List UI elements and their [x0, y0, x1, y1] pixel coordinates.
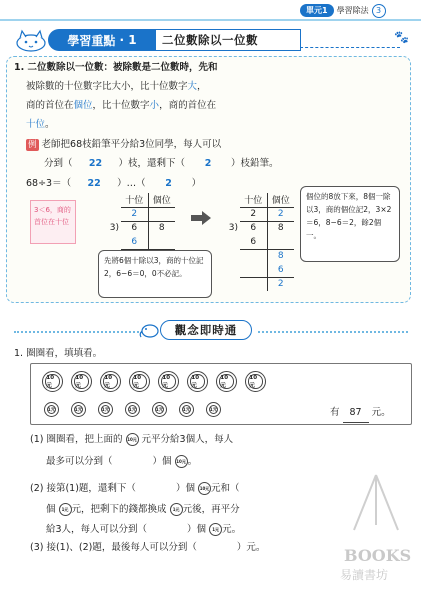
ten-coin-icon	[175, 455, 188, 468]
equation-line	[26, 174, 201, 193]
concept-dotted-right	[258, 331, 408, 333]
coin-face: 10元	[132, 374, 146, 388]
long-division-step-1	[94, 193, 175, 250]
coin-total	[330, 403, 391, 423]
one-dollar-coin-icon[interactable]	[98, 402, 113, 417]
key-point-number: 1	[128, 33, 137, 47]
example-text-2b: ）枝，還剩下（	[118, 158, 186, 169]
concept-dotted-left	[14, 331, 154, 333]
chapter-title: 學習除法	[336, 6, 369, 15]
sub1-text-1b: 元平分給3個人，每人	[141, 434, 234, 445]
ld1-blank3	[94, 235, 121, 249]
coin-label: 1元	[61, 507, 69, 512]
ten-dollar-coin-icon[interactable]	[216, 371, 237, 392]
sub1-text-2b: ）個	[152, 456, 172, 467]
ld1-dividend-ones: 8	[148, 221, 175, 235]
total-label: 有	[330, 407, 340, 418]
ld2-blank5	[213, 263, 240, 277]
equation-right: ）	[191, 178, 202, 189]
watermark-brand-en: BOOKS	[344, 546, 412, 565]
sub1-line-1	[30, 430, 233, 449]
coin-face: 1元	[182, 405, 192, 415]
unit-badge: 單元1	[300, 4, 334, 17]
cat-icon	[14, 28, 48, 52]
ten-dollar-coin-icon[interactable]	[158, 371, 179, 392]
ld1-dividend-tens: 6	[121, 221, 148, 235]
ld1-quotient-ones	[148, 207, 175, 221]
ld1-divisor-value: 3	[109, 223, 116, 233]
coin-face: 10元	[248, 374, 262, 388]
ld1-table	[94, 193, 175, 250]
ld2-row2-ones: 8	[277, 251, 284, 262]
ld1-divisor: 3)	[109, 223, 119, 233]
one-dollar-coins	[44, 402, 221, 417]
ld2-blank4	[213, 249, 240, 263]
sub2-text-3b: ）個	[187, 524, 207, 535]
pink-note: 3＜6，商的首位在十位	[30, 200, 76, 244]
intro-small: 小	[149, 100, 160, 111]
elephant-icon	[138, 322, 160, 338]
ld1-header-tens: 十位	[121, 193, 148, 207]
ld2-row3-tens	[240, 263, 267, 277]
coin-face: 10元	[45, 374, 59, 388]
ld2-divisor: 3)	[228, 223, 238, 233]
intro-line-3	[26, 96, 216, 115]
ld2-blank3	[213, 235, 240, 249]
sub2-text-2a: 個	[46, 504, 56, 515]
sub2-text-2c: 元後，再平分	[182, 504, 240, 515]
ld2-row2-tens	[240, 249, 267, 263]
sub2-text-3c: 元。	[222, 524, 242, 535]
intro-line-4	[26, 115, 55, 134]
header-rule	[0, 19, 421, 21]
coin-face: 1元	[209, 405, 219, 415]
one-dollar-coin-icon[interactable]	[206, 402, 221, 417]
example-text-2a: 分到（	[44, 158, 73, 169]
ld2-dividend-ones: 8	[267, 221, 294, 235]
ten-coin-icon	[126, 433, 139, 446]
sub1-line-2	[46, 452, 197, 471]
coin-label: 1元	[172, 507, 180, 512]
intro-line-2a: 被除數的十位數字比大小，比十位數字	[26, 81, 188, 92]
sub2-line-3	[46, 520, 241, 539]
banner-dashed-line	[300, 47, 400, 48]
concept-title: 觀念即時通	[160, 320, 252, 340]
coin-face: 1元	[101, 405, 111, 415]
ld2-quotient-ones: 2	[277, 209, 284, 219]
ld1-quotient-tens: 2	[121, 207, 148, 221]
sub2-text-3a: 給3人，每人可以分到（	[46, 524, 148, 535]
intro-line-3a: 商的首位在	[26, 100, 74, 111]
coin-face: 10元	[103, 374, 117, 388]
ten-dollar-coin-icon[interactable]	[71, 371, 92, 392]
note-left: 先將6個十除以3，商的十位記2，6−6＝0，0不必記。	[98, 250, 212, 298]
total-unit: 元。	[371, 407, 391, 418]
ld1-product-ones	[148, 235, 175, 249]
sub3-text-1b: ）元。	[236, 542, 266, 553]
long-division-step-2	[213, 193, 294, 291]
coin-label: 10元	[199, 486, 210, 491]
coin-face: 10元	[161, 374, 175, 388]
ld2-dividend-tens: 6	[240, 221, 267, 235]
one-dollar-coin-icon[interactable]	[71, 402, 86, 417]
ld1-header-ones: 個位	[148, 193, 175, 207]
example-text-1: 老師把68枝鉛筆平分給3位同學，每人可以	[41, 139, 222, 150]
ld2-blank2	[213, 207, 240, 221]
sub1-text-2a: 最多可以分到（	[46, 456, 113, 467]
coin-label: 10元	[176, 459, 186, 464]
one-dollar-coin-icon[interactable]	[125, 402, 140, 417]
intro-tens: 十位	[26, 119, 46, 130]
one-dollar-coin-icon[interactable]	[152, 402, 167, 417]
example-text-2c: ）枝鉛筆。	[231, 158, 279, 169]
ld2-header-ones: 個位	[267, 193, 294, 207]
note-right: 個位的8放下來，8個一除以3，商的個位記2，3×2＝6，8−6＝2，餘2個一。	[300, 186, 400, 262]
page-number: 3	[372, 4, 386, 18]
banner-dot: ·	[115, 33, 129, 47]
intro-line-3c: ，商的首位在	[159, 100, 217, 111]
sub2-text-1a: (2) 接第(1)題，還剩下（	[30, 483, 136, 494]
intro-line-2b: ，	[197, 81, 207, 92]
sub2-text-1b: ）個	[175, 483, 195, 494]
equation-remainder: 2	[165, 178, 172, 189]
intro-line-2	[26, 77, 207, 96]
ten-dollar-coin-icon[interactable]	[100, 371, 121, 392]
arrow-right-icon	[190, 210, 212, 226]
example-tag: 例	[28, 140, 37, 150]
coin-face: 1元	[74, 405, 84, 415]
key-point-subtitle: 二位數除以一位數	[156, 29, 301, 51]
example-answer-2: 2	[204, 158, 212, 169]
ld2-row1-tens: 6	[240, 235, 267, 249]
ten-dollar-coin-icon[interactable]	[245, 371, 266, 392]
coin-face: 10元	[219, 374, 233, 388]
intro-big: 大	[187, 81, 198, 92]
sub2-text-2b: 元，把剩下的錢都換成	[71, 504, 167, 515]
ld2-row1-ones	[267, 235, 294, 249]
sub3-text-1a: (3) 接(1)、(2)題，最後每人可以分到（	[30, 542, 197, 553]
coin-label: 10元	[127, 437, 137, 442]
equation-mid: ）…（	[117, 178, 146, 189]
coin-face: 10元	[190, 374, 204, 388]
ld2-table	[213, 193, 294, 291]
ten-dollar-coin-icon[interactable]	[187, 371, 208, 392]
sub2-line-1	[30, 479, 240, 498]
key-point-label: 學習重點	[67, 33, 116, 48]
ld2-quotient-tens: 2	[240, 207, 267, 221]
intro-ones: 個位	[73, 100, 93, 111]
sub1-text-2c: 。	[187, 456, 198, 467]
ld2-row4-ones: 2	[277, 279, 284, 290]
ld1-blank2	[94, 207, 121, 221]
ten-dollar-coins	[42, 371, 266, 392]
one-coin-icon	[209, 523, 222, 536]
coin-face: 1元	[47, 405, 57, 415]
intro-line-1: 1. 二位數除以一位數：被除數是二位數時，先和	[14, 62, 218, 73]
equation-quotient: 22	[87, 178, 101, 189]
ld2-divisor-value: 3	[228, 223, 235, 233]
watermark-logo	[346, 470, 406, 540]
sub3-line-1	[30, 538, 265, 557]
coin-label: 1元	[212, 527, 219, 532]
q1-intro: 1. 圈圈看，填填看。	[14, 348, 103, 359]
example-line-1	[26, 135, 221, 154]
ld1-blank	[94, 193, 121, 207]
ten-dollar-coin-icon[interactable]	[42, 371, 63, 392]
sub2-line-2	[46, 500, 240, 519]
watermark-brand-zh: 易讀書坊	[340, 568, 389, 582]
ld2-blank6	[213, 277, 240, 291]
page-header	[300, 3, 386, 18]
paw-icon: 🐾	[394, 30, 409, 44]
ld2-row4-tens	[240, 277, 267, 291]
total-value: 87	[343, 403, 369, 423]
example-line-2	[44, 154, 279, 173]
example-answer-1: 22	[88, 158, 103, 169]
ld2-header-tens: 十位	[240, 193, 267, 207]
intro-line-3b: ，比十位數字	[92, 100, 150, 111]
coin-face: 10元	[74, 374, 88, 388]
one-dollar-coin-icon[interactable]	[179, 402, 194, 417]
ld1-product-tens: 6	[121, 235, 148, 249]
coin-face: 1元	[128, 405, 138, 415]
one-coin-icon	[59, 503, 72, 516]
key-point-banner	[48, 29, 156, 51]
coin-face: 1元	[155, 405, 165, 415]
ld2-blank	[213, 193, 240, 207]
ten-coin-icon	[198, 482, 211, 495]
ld2-row3-ones: 6	[267, 263, 294, 277]
ten-dollar-coin-icon[interactable]	[129, 371, 150, 392]
equation-left: 68÷3＝（	[26, 178, 72, 189]
one-dollar-coin-icon[interactable]	[44, 402, 59, 417]
one-coin-icon	[170, 503, 183, 516]
intro-line-4-end: 。	[45, 119, 55, 130]
sub2-text-1c: 元和（	[210, 483, 240, 494]
sub1-text-1a: (1) 圈圈看，把上面的	[30, 434, 123, 445]
